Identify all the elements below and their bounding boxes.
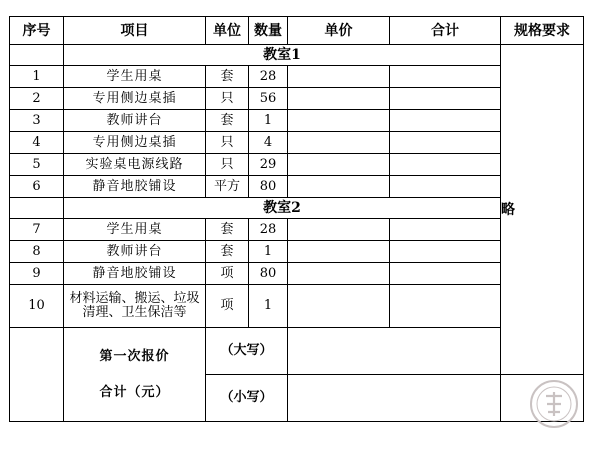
row-qty: 28 xyxy=(249,219,288,241)
uppercase-amount[interactable] xyxy=(288,328,501,375)
table-row xyxy=(10,263,584,285)
spec-cell: 略 xyxy=(501,45,584,375)
table-row xyxy=(10,132,584,154)
table-row xyxy=(10,88,584,110)
row-unit: 只 xyxy=(206,154,249,176)
seal-watermark xyxy=(528,378,580,430)
row-subtotal[interactable] xyxy=(390,132,501,154)
row-subtotal[interactable] xyxy=(390,176,501,198)
row-subtotal[interactable] xyxy=(390,241,501,263)
row-no: 5 xyxy=(10,154,64,176)
row-item: 学生用桌 xyxy=(64,66,206,88)
row-no: 4 xyxy=(10,132,64,154)
table-row xyxy=(10,66,584,88)
header-qty: 数量 xyxy=(249,17,288,45)
row-subtotal[interactable] xyxy=(390,154,501,176)
row-no: 9 xyxy=(10,263,64,285)
header-item: 项目 xyxy=(64,17,206,45)
row-subtotal[interactable] xyxy=(390,285,501,328)
row-item: 教师讲台 xyxy=(64,241,206,263)
table-row xyxy=(10,154,584,176)
row-unit: 项 xyxy=(206,263,249,285)
row-item: 静音地胶铺设 xyxy=(64,176,206,198)
row-qty: 1 xyxy=(249,285,288,328)
section-title: 教室1 xyxy=(64,45,501,66)
row-item: 专用侧边桌插 xyxy=(64,88,206,110)
row-unit: 套 xyxy=(206,219,249,241)
row-no: 6 xyxy=(10,176,64,198)
row-item: 教师讲台 xyxy=(64,110,206,132)
row-price[interactable] xyxy=(288,132,390,154)
row-subtotal[interactable] xyxy=(390,110,501,132)
row-no: 8 xyxy=(10,241,64,263)
table-row xyxy=(10,285,584,328)
row-price[interactable] xyxy=(288,110,390,132)
lowercase-label: （小写） xyxy=(206,375,288,422)
row-unit: 套 xyxy=(206,66,249,88)
row-price[interactable] xyxy=(288,66,390,88)
section-row xyxy=(10,198,584,219)
row-subtotal[interactable] xyxy=(390,88,501,110)
row-price[interactable] xyxy=(288,88,390,110)
table-row xyxy=(10,219,584,241)
lowercase-amount[interactable] xyxy=(288,375,501,422)
row-subtotal[interactable] xyxy=(390,219,501,241)
row-price[interactable] xyxy=(288,285,390,328)
row-price[interactable] xyxy=(288,219,390,241)
header-unit: 单位 xyxy=(206,17,249,45)
header-price: 单价 xyxy=(288,17,390,45)
row-unit: 套 xyxy=(206,110,249,132)
row-unit: 只 xyxy=(206,88,249,110)
section-title: 教室2 xyxy=(64,198,501,219)
row-item: 学生用桌 xyxy=(64,219,206,241)
section-row xyxy=(10,45,584,66)
row-subtotal[interactable] xyxy=(390,263,501,285)
row-qty: 80 xyxy=(249,176,288,198)
row-unit: 套 xyxy=(206,241,249,263)
row-price[interactable] xyxy=(288,154,390,176)
row-subtotal[interactable] xyxy=(390,66,501,88)
total-label-line2: 合计（元） xyxy=(99,384,170,400)
row-no: 7 xyxy=(10,219,64,241)
section-no-cell xyxy=(10,198,64,219)
uppercase-label: （大写） xyxy=(206,328,288,375)
row-item: 材料运输、搬运、垃圾清理、卫生保洁等 xyxy=(64,285,206,328)
row-item: 专用侧边桌插 xyxy=(64,132,206,154)
row-qty: 4 xyxy=(249,132,288,154)
table-row xyxy=(10,241,584,263)
header-no: 序号 xyxy=(10,17,64,45)
row-unit: 只 xyxy=(206,132,249,154)
row-qty: 56 xyxy=(249,88,288,110)
row-price[interactable] xyxy=(288,176,390,198)
total-row-upper xyxy=(10,328,584,375)
header-subtotal: 合计 xyxy=(390,17,501,45)
row-qty: 1 xyxy=(249,241,288,263)
total-no-cell xyxy=(10,328,64,422)
row-price[interactable] xyxy=(288,241,390,263)
row-unit: 项 xyxy=(206,285,249,328)
row-qty: 80 xyxy=(249,263,288,285)
row-no: 10 xyxy=(10,285,64,328)
total-label xyxy=(64,328,206,422)
table-row xyxy=(10,110,584,132)
row-item: 实验桌电源线路 xyxy=(64,154,206,176)
row-qty: 29 xyxy=(249,154,288,176)
row-qty: 1 xyxy=(249,110,288,132)
header-row xyxy=(10,17,584,45)
row-item: 静音地胶铺设 xyxy=(64,263,206,285)
row-qty: 28 xyxy=(249,66,288,88)
row-no: 1 xyxy=(10,66,64,88)
quotation-table xyxy=(9,16,584,422)
section-no-cell xyxy=(10,45,64,66)
header-spec: 规格要求 xyxy=(501,17,584,45)
row-no: 3 xyxy=(10,110,64,132)
row-unit: 平方 xyxy=(206,176,249,198)
total-label-line1: 第一次报价 xyxy=(99,348,170,364)
row-no: 2 xyxy=(10,88,64,110)
table-row xyxy=(10,176,584,198)
row-price[interactable] xyxy=(288,263,390,285)
